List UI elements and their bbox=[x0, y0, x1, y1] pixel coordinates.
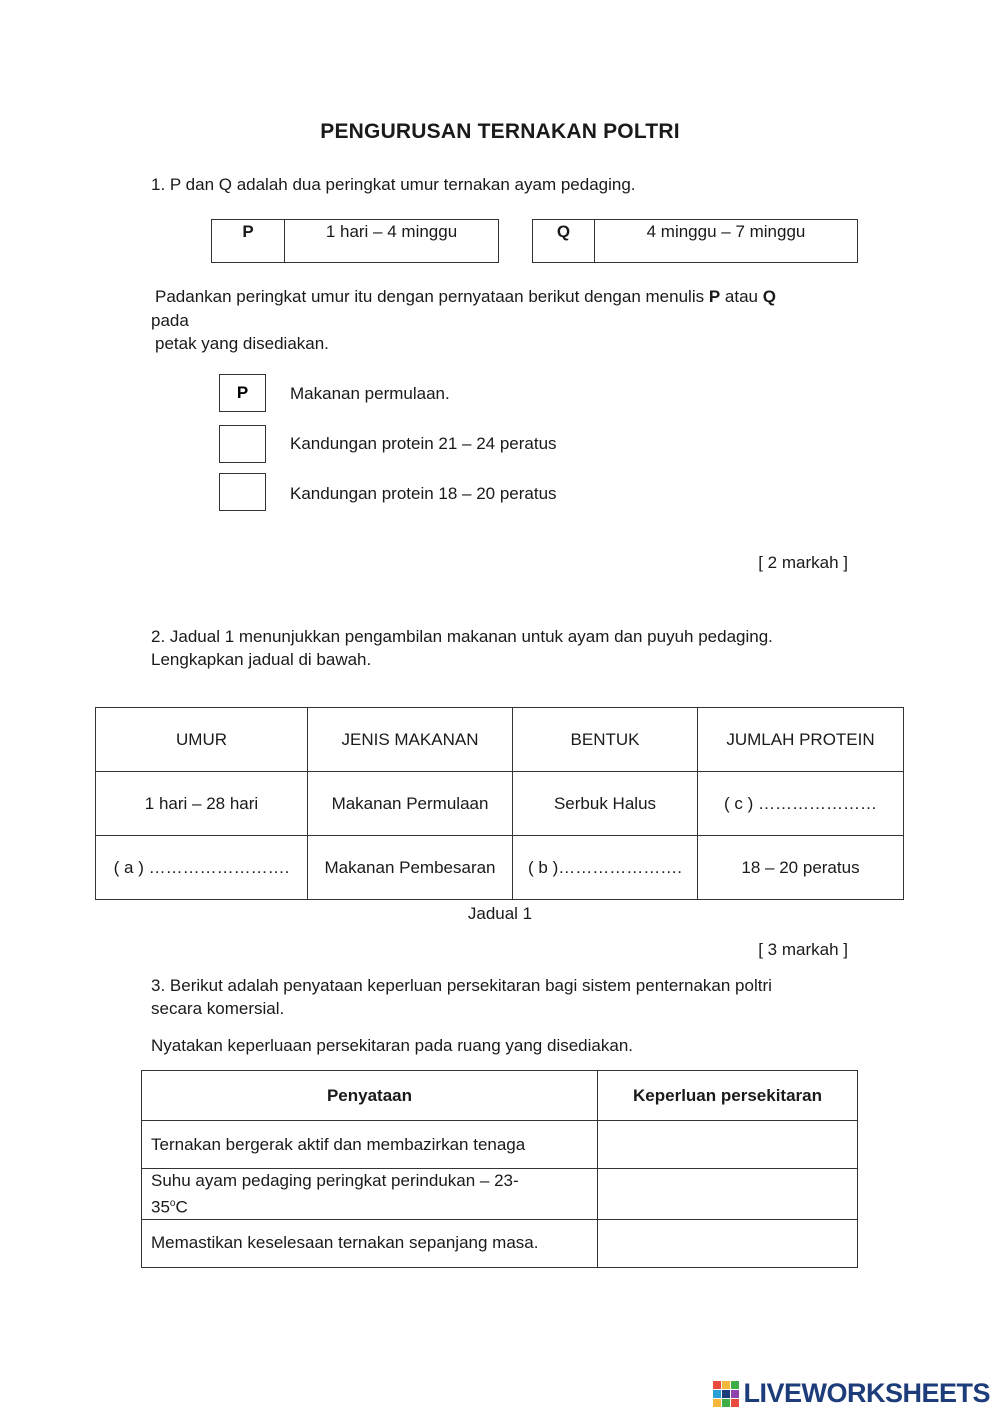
answer-c-field[interactable]: ( c ) ………………… bbox=[698, 772, 904, 836]
answer-a-field[interactable]: ( a ) ……………………. bbox=[96, 836, 308, 900]
q1-instruction bbox=[155, 285, 855, 308]
table-cell: Makanan Pembesaran bbox=[308, 836, 513, 900]
q1-marks: [ 2 markah ] bbox=[758, 553, 848, 572]
p-age-box bbox=[211, 219, 499, 263]
q3-question-line2: secara komersial. bbox=[151, 999, 285, 1018]
statement-text-a: Suhu ayam pedaging peringkat perindukan – 23- bbox=[151, 1171, 519, 1190]
instr-q: Q bbox=[762, 287, 776, 306]
logo-tile bbox=[722, 1390, 730, 1398]
statement-text-c: C bbox=[175, 1197, 188, 1217]
header-jenis-makanan: JENIS MAKANAN bbox=[308, 708, 513, 772]
need-input-1[interactable] bbox=[607, 1124, 852, 1166]
need-input-3[interactable] bbox=[607, 1222, 852, 1264]
statement-3: Kandungan protein 18 – 20 peratus bbox=[290, 484, 557, 503]
logo-tile bbox=[713, 1381, 721, 1389]
q2-marks: [ 3 markah ] bbox=[758, 940, 848, 959]
statement-cell bbox=[142, 1169, 598, 1220]
table-row bbox=[96, 772, 904, 836]
p-value: 1 hari – 4 minggu bbox=[325, 222, 458, 241]
answer-b-field[interactable]: ( b )…………………. bbox=[513, 836, 698, 900]
logo-icon bbox=[713, 1381, 739, 1407]
need-input-2[interactable] bbox=[607, 1173, 852, 1215]
table-cell: 1 hari – 28 hari bbox=[96, 772, 308, 836]
need-answer-cell[interactable] bbox=[598, 1121, 858, 1169]
p-label: P bbox=[212, 220, 285, 262]
instr-text-a: Padankan peringkat umur itu dengan pernyataan berikut dengan menulis bbox=[155, 287, 709, 306]
table-row bbox=[96, 836, 904, 900]
environment-table bbox=[141, 1070, 858, 1268]
answer-input-1[interactable] bbox=[220, 375, 265, 411]
logo-tile bbox=[722, 1381, 730, 1389]
need-answer-cell[interactable] bbox=[598, 1169, 858, 1220]
logo-tile bbox=[713, 1399, 721, 1407]
table-header-row bbox=[142, 1071, 858, 1121]
q2-question-line1: 2. Jadual 1 menunjukkan pengambilan makanan untuk ayam dan puyuh pedaging. bbox=[151, 627, 773, 646]
header-jumlah-protein: JUMLAH PROTEIN bbox=[698, 708, 904, 772]
header-keperluan: Keperluan persekitaran bbox=[598, 1071, 858, 1121]
answer-box-3[interactable] bbox=[219, 473, 266, 511]
q2-question-line2: Lengkapkan jadual di bawah. bbox=[151, 650, 372, 669]
feeding-table bbox=[95, 707, 904, 900]
instr-p: P bbox=[708, 287, 721, 306]
q-age-box bbox=[532, 219, 858, 263]
logo-tile bbox=[731, 1381, 739, 1389]
statement-text-b: 35 bbox=[151, 1197, 170, 1217]
statement-cell: Ternakan bergerak aktif dan membazirkan tenaga bbox=[142, 1121, 598, 1169]
statement-1: Makanan permulaan. bbox=[290, 384, 450, 403]
logo-tile bbox=[722, 1399, 730, 1407]
instr-mid: atau bbox=[720, 287, 763, 306]
table-cell: 18 – 20 peratus bbox=[698, 836, 904, 900]
q1-question: 1. P dan Q adalah dua peringkat umur ternakan ayam pedaging. bbox=[151, 175, 636, 194]
logo-tile bbox=[731, 1399, 739, 1407]
header-bentuk: BENTUK bbox=[513, 708, 698, 772]
q-label: Q bbox=[533, 220, 595, 262]
answer-input-3[interactable] bbox=[220, 474, 265, 510]
q3-question-line1: 3. Berikut adalah penyataan keperluan persekitaran bagi sistem penternakan poltri bbox=[151, 976, 772, 995]
logo-tile bbox=[713, 1390, 721, 1398]
degree-sup: o bbox=[169, 1198, 176, 1209]
q3-instruction: Nyatakan keperluaan persekitaran pada ruang yang disediakan. bbox=[151, 1036, 633, 1055]
header-penyataan: Penyataan bbox=[142, 1071, 598, 1121]
page-title: PENGURUSAN TERNAKAN POLTRI bbox=[320, 120, 680, 143]
logo-tile bbox=[731, 1390, 739, 1398]
logo-text: LIVEWORKSHEETS bbox=[743, 1378, 990, 1408]
statement-cell: Memastikan keselesaan ternakan sepanjang masa. bbox=[142, 1219, 598, 1267]
statement-2: Kandungan protein 21 – 24 peratus bbox=[290, 434, 557, 453]
liveworksheets-logo bbox=[713, 1378, 990, 1409]
q1-instruction-b: pada bbox=[151, 311, 189, 330]
need-answer-cell[interactable] bbox=[598, 1219, 858, 1267]
answer-box-1[interactable] bbox=[219, 374, 266, 412]
table-row bbox=[142, 1219, 858, 1267]
table-cell: Makanan Permulaan bbox=[308, 772, 513, 836]
table-caption: Jadual 1 bbox=[467, 904, 533, 923]
answer-box-2[interactable] bbox=[219, 425, 266, 463]
answer-input-2[interactable] bbox=[220, 426, 265, 462]
header-umur: UMUR bbox=[96, 708, 308, 772]
table-header-row bbox=[96, 708, 904, 772]
table-cell: Serbuk Halus bbox=[513, 772, 698, 836]
q-value: 4 minggu – 7 minggu bbox=[646, 222, 806, 241]
table-row bbox=[142, 1121, 858, 1169]
q1-instruction-c: petak yang disediakan. bbox=[155, 334, 329, 353]
table-row bbox=[142, 1169, 858, 1220]
